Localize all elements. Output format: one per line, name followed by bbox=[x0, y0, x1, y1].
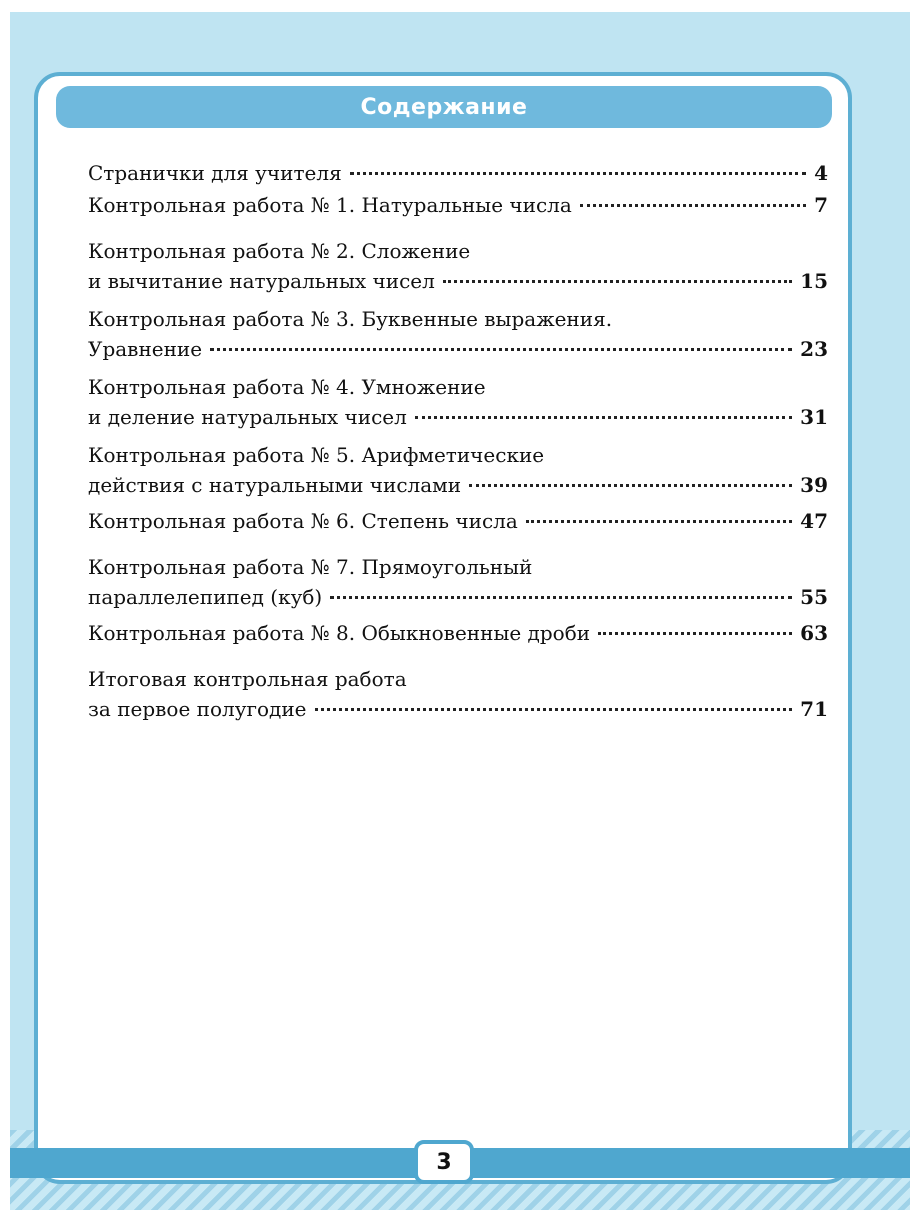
toc-entry-title: Контрольная работа № 7. Прямоугольный bbox=[88, 555, 533, 579]
content-frame bbox=[34, 72, 852, 1184]
toc-page-number: 4 bbox=[814, 161, 828, 185]
toc-entry-title: Контрольная работа № 2. Сложение bbox=[88, 239, 471, 263]
toc-entry[interactable] bbox=[88, 304, 828, 364]
dot-leader bbox=[469, 484, 792, 487]
toc-entry[interactable] bbox=[88, 372, 828, 432]
toc-entry-title: Контрольная работа № 3. Буквенные выражения. bbox=[88, 307, 613, 331]
toc-entry-title-cont: параллелепипед (куб) bbox=[88, 585, 323, 609]
toc-entry-title-cont: за первое полугодие bbox=[88, 697, 307, 721]
toc-entry[interactable] bbox=[88, 552, 828, 612]
toc-page-number: 7 bbox=[814, 193, 828, 217]
toc-page-number: 63 bbox=[800, 621, 828, 645]
toc-page-number: 47 bbox=[800, 509, 828, 533]
toc-entry-title: Контрольная работа № 8. Обыкновенные дроби bbox=[88, 621, 591, 645]
toc-entry-title: Контрольная работа № 4. Умножение bbox=[88, 375, 486, 399]
dot-leader bbox=[526, 520, 792, 523]
toc-entry[interactable] bbox=[88, 158, 828, 188]
toc-entry-title: Странички для учителя bbox=[88, 161, 342, 185]
toc-entry[interactable] bbox=[88, 236, 828, 296]
dot-leader bbox=[350, 172, 806, 175]
toc-entry[interactable] bbox=[88, 618, 828, 648]
dot-leader bbox=[415, 416, 792, 419]
toc-page-number: 23 bbox=[800, 337, 828, 361]
page-title: Содержание bbox=[360, 94, 528, 120]
toc-page-number: 71 bbox=[800, 697, 828, 721]
toc-entry-title: Итоговая контрольная работа bbox=[88, 667, 407, 691]
dot-leader bbox=[330, 596, 792, 599]
toc-entry[interactable] bbox=[88, 440, 828, 500]
toc-page-number: 39 bbox=[800, 473, 828, 497]
toc-page-number: 15 bbox=[800, 269, 828, 293]
dot-leader bbox=[315, 708, 793, 711]
toc-page-number: 55 bbox=[800, 585, 828, 609]
title-bar bbox=[56, 86, 832, 128]
dot-leader bbox=[210, 348, 792, 351]
dot-leader bbox=[443, 280, 792, 283]
toc-entry-title: Контрольная работа № 1. Натуральные числа bbox=[88, 193, 572, 217]
page-number: 3 bbox=[414, 1140, 474, 1184]
toc-entry-title-cont: и вычитание натуральных чисел bbox=[88, 269, 435, 293]
toc-page-number: 31 bbox=[800, 405, 828, 429]
toc-entry-title: Контрольная работа № 5. Арифметические bbox=[88, 443, 545, 467]
toc-entry[interactable] bbox=[88, 190, 828, 220]
dot-leader bbox=[580, 204, 806, 207]
dot-leader bbox=[598, 632, 792, 635]
toc-entry-title-cont: действия с натуральными числами bbox=[88, 473, 462, 497]
toc-entry-title-cont: и деление натуральных чисел bbox=[88, 405, 407, 429]
toc-entry-title: Контрольная работа № 6. Степень числа bbox=[88, 509, 518, 533]
toc-entry[interactable] bbox=[88, 664, 828, 724]
toc-entry[interactable] bbox=[88, 506, 828, 536]
toc-entry-title-cont: Уравнение bbox=[88, 337, 203, 361]
